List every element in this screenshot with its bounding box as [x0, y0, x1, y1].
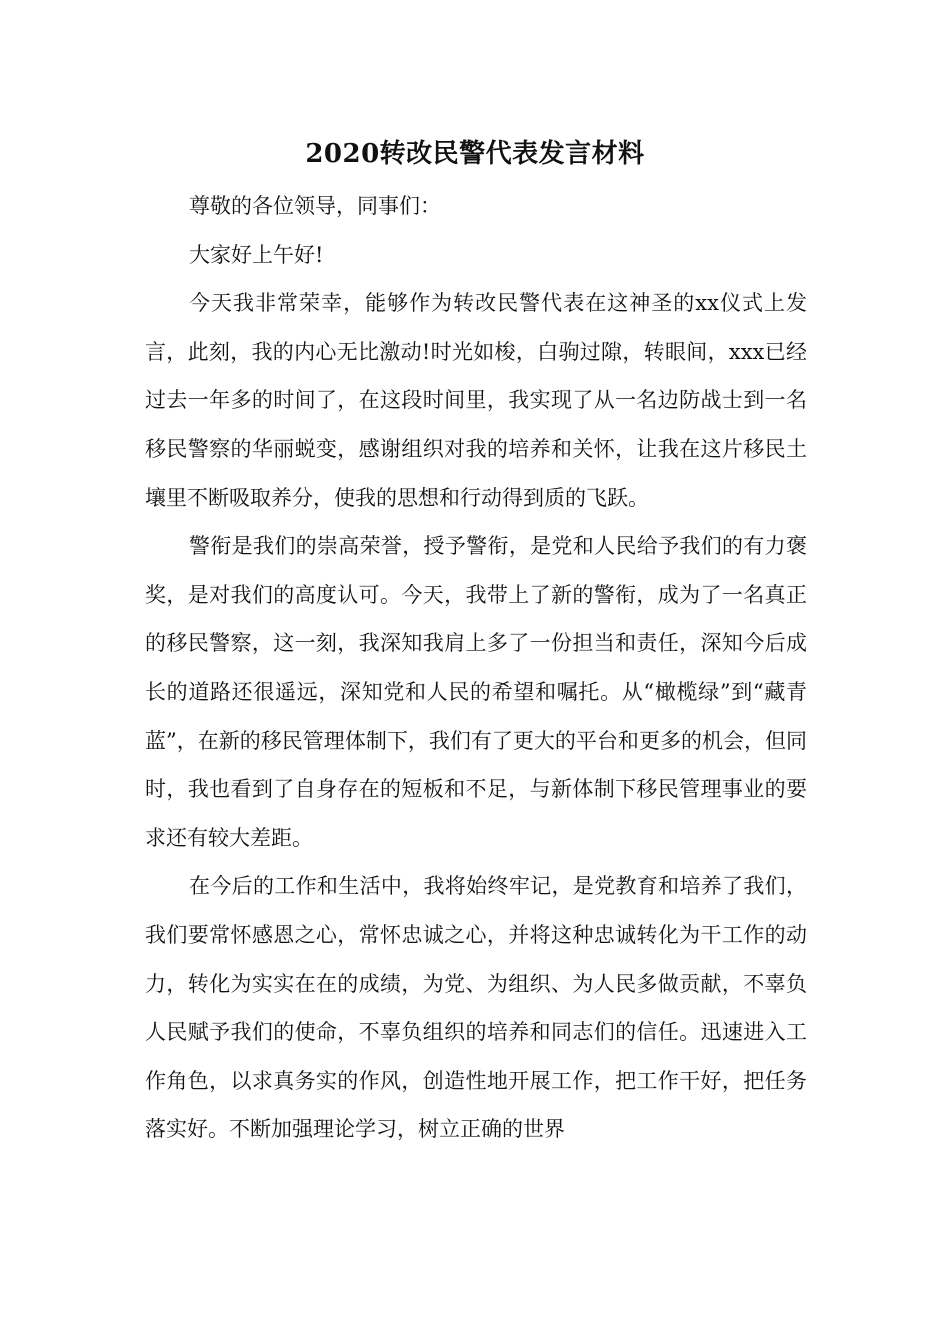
paragraph-police-rank: 警衔是我们的崇高荣誉，授予警衔，是党和人民给予我们的有力褒奖，是对我们的高度认可。今天，我带上了新的警衔，成为了一名真正的移民警察，这一刻，我深知我肩上多了一份担当和责任，深知今后成长的道路还很遥远，深知党和人民的希望和嘱托。从“橄榄绿”到“藏青蓝”，在新的移民管理体制下，我们有了更大的平台和更多的机会，但同时，我也看到了自身存在的短板和不足，与新体制下移民管理事业的要求还有较大差距。 — [145, 534, 807, 850]
paragraph-introduction: 今天我非常荣幸，能够作为转改民警代表在这神圣的xx仪式上发言，此刻，我的内心无比激动!时光如梭，白驹过隙，转眼间，xxx已经过去一年多的时间了，在这段时间里，我实现了从一名边防战士到一名移民警察的华丽蜕变，感谢组织对我的培养和关怀，让我在这片移民土壤里不断吸取养分，使我的思想和行动得到质的飞跃。 — [145, 291, 807, 510]
paragraph-salutation: 尊敬的各位领导，同事们： — [189, 194, 441, 218]
paragraph-future-work: 在今后的工作和生活中，我将始终牢记，是党教育和培养了我们，我们要常怀感恩之心，常怀忠诚之心，并将这种忠诚转化为干工作的动力，转化为实实在在的成绩，为党、为组织、为人民多做贡献，不辜负人民赋予我们的使命，不辜负组织的培养和同志们的信任。迅速进入工作角色，以求真务实的作风，创造性地开展工作，把工作干好，把任务落实好。不断加强理论学习，树立正确的世界 — [145, 874, 807, 1142]
document-title: 2020转改民警代表发言材料 — [305, 139, 645, 169]
paragraph-greeting: 大家好上午好! — [189, 242, 324, 267]
document-body — [145, 182, 807, 1154]
